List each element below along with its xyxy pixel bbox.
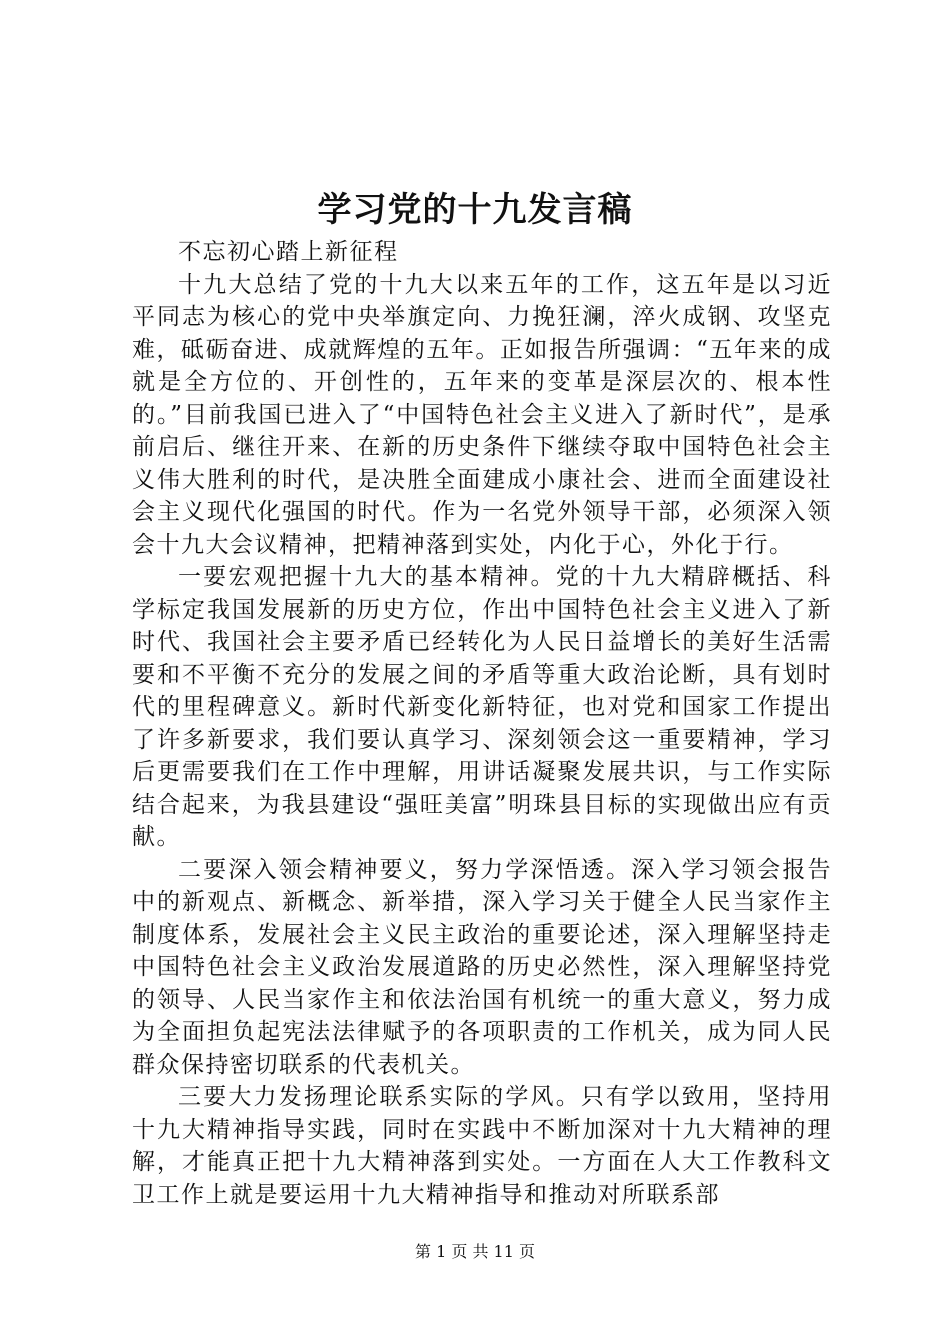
- page-number-footer: 第 1 页 共 11 页: [415, 1242, 535, 1261]
- document-body: [132, 236, 832, 1211]
- paragraph-2: 一要宏观把握十九大的基本精神。党的十九大精辟概括、科学标定我国发展新的历史方位，作出中国特色社会主义进入了新时代、我国社会主要矛盾已经转化为人民日益增长的美好生活需要和不平衡不充分的发展之间的矛盾等重大政治论断，具有划时代的里程碑意义。新时代新变化新特征，也对党和国家工作提出了许多新要求，我们要认真学习、深刻领会这一重要精神，学习后更需要我们在工作中理解，用讲话凝聚发展共识，与工作实际结合起来，为我县建设“强旺美富”明珠县目标的实现做出应有贡献。: [132, 564, 832, 850]
- paragraph-subtitle: 不忘初心踏上新征程: [178, 239, 399, 265]
- document-title: 学习党的十九发言稿: [317, 190, 633, 230]
- paragraph-3: 二要深入领会精神要义，努力学深悟透。深入学习领会报告中的新观点、新概念、新举措，深入学习关于健全人民当家作主制度体系，发展社会主义民主政治的重要论述，深入理解坚持走中国特色社会主义政治发展道路的历史必然性，深入理解坚持党的领导、人民当家作主和依法治国有机统一的重大意义，努力成为全面担负起宪法法律赋予的各项职责的工作机关，成为同人民群众保持密切联系的代表机关。: [132, 856, 832, 1078]
- paragraph-1: 十九大总结了党的十九大以来五年的工作，这五年是以习近平同志为核心的党中央举旗定向、力挽狂澜，淬火成钢、攻坚克难，砥砺奋进、成就辉煌的五年。正如报告所强调：“五年来的成就是全方位的、开创性的，五年来的变革是深层次的、根本性的。”目前我国已进入了“中国特色社会主义进入了新时代”，是承前启后、继往开来、在新的历史条件下继续夺取中国特色社会主义伟大胜利的时代，是决胜全面建成小康社会、进而全面建设社会主义现代化强国的时代。作为一名党外领导干部，必须深入领会十九大会议精神，把精神落到实处，内化于心，外化于行。: [132, 271, 832, 558]
- paragraph-4: 三要大力发扬理论联系实际的学风。只有学以致用，坚持用十九大精神指导实践，同时在实践中不断加深对十九大精神的理解，才能真正把十九大精神落到实处。一方面在人大工作教科文卫工作上就是要运用十九大精神指导和推动对所联系部: [132, 1084, 832, 1208]
